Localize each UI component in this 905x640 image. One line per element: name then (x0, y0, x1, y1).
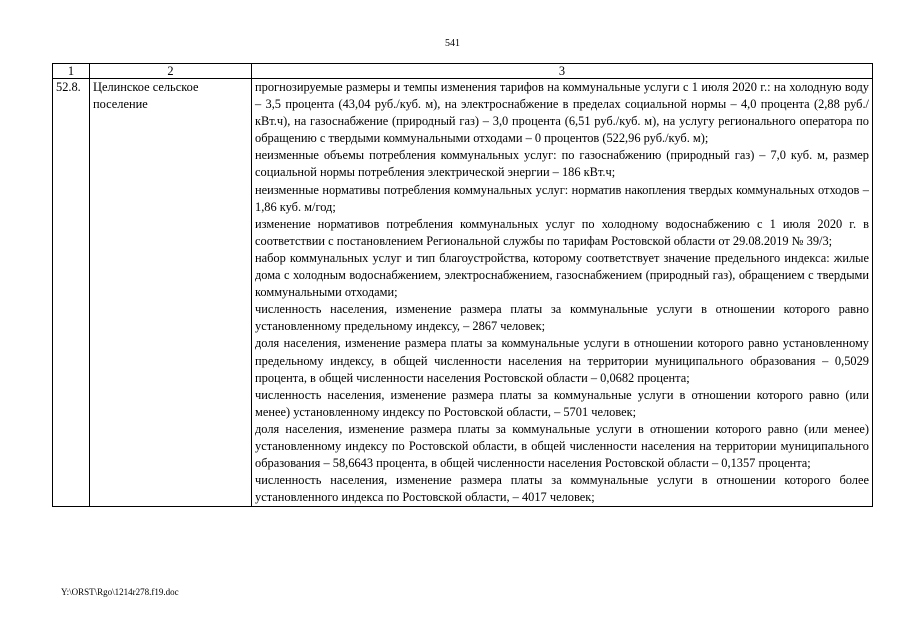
tariff-table (52, 63, 873, 507)
paragraph-consumption-volumes: неизменные объемы потребления коммунальных услуг: по газоснабжению (природный газ) – 7,0 куб. м, размер социальной нормы потребления электрической энергии – 186 кВт.ч; (255, 148, 869, 180)
paragraph-services-set: набор коммунальных услуг и тип благоустройства, которому соответствует значение предельного индекса: жилые дома с холодным водоснабжением, электроснабжением, газоснабжением (природный газ), обращением с твердыми коммунальными отходами; (255, 250, 869, 300)
header-col-1: 1 (53, 64, 90, 79)
document-file-path: Y:\ORST\Rgo\1214r278.f19.doc (61, 587, 179, 597)
municipality-name: Целинское сельское поселение (90, 79, 252, 507)
paragraph-population-more: численность населения, изменение размера платы за коммунальные услуги в отношении которого более установленного индекса по Ростовской области, – 4017 человек; (255, 473, 869, 505)
header-col-2: 2 (90, 64, 252, 79)
paragraph-share-equal: доля населения, изменение размера платы за коммунальные услуги в отношении которого равно установленному предельному индексу, в общей численности населения на территории муниципального образования – 0,5029 процента, в общей численности населения Ростовской области – 0,0682 процента; (255, 336, 869, 385)
table-row (53, 79, 873, 507)
table-header-row (53, 64, 873, 79)
paragraph-population-less: численность населения, изменение размера платы за коммунальные услуги в отношении которого равно (или менее) установленному индексу по Ростовской области, – 5701 человек; (255, 387, 869, 419)
paragraph-norms-change: изменение нормативов потребления коммунальных услуг по холодному водоснабжению с 1 июля 2020 г. в соответствии с постановлением Региональной службы по тарифам Ростовской области от 29.08.2019 № 39/3; (255, 216, 869, 248)
paragraph-share-less: доля населения, изменение размера платы за коммунальные услуги в отношении которого равно (или менее) установленному индексу по Ростовской области, в общей численности населения на территории муниципального образования – 58,6643 процента, в общей численности населения Ростовской области – 0,1357 процента; (255, 421, 869, 471)
header-col-3: 3 (252, 64, 873, 79)
row-number: 52.8. (53, 79, 90, 507)
paragraph-population-equal: численность населения, изменение размера платы за коммунальные услуги в отношении которого равно установленному предельному индексу, – 2867 человек; (255, 302, 869, 334)
page-number: 541 (445, 38, 460, 49)
paragraph-tariff-forecast: прогнозируемые размеры и темпы изменения тарифов на коммунальные услуги с 1 июля 2020 г.: на холодную воду – 3,5 процента (43,04 руб./куб. м), на электроснабжение в пределах социальной нормы – 4,0 процента (2,88 руб./кВт.ч), на газоснабжение (природный газ) – 3,0 процента (6,51 руб./куб. м), на услугу регионального оператора по обращению с твердыми коммунальными отходами – 0 процентов (522,96 руб./куб. м); (255, 80, 869, 146)
paragraph-consumption-norms: неизменные нормативы потребления коммунальных услуг: норматив накопления твердых коммунальных отходов – 1,86 куб. м/год; (255, 182, 869, 214)
row-description (252, 79, 873, 507)
